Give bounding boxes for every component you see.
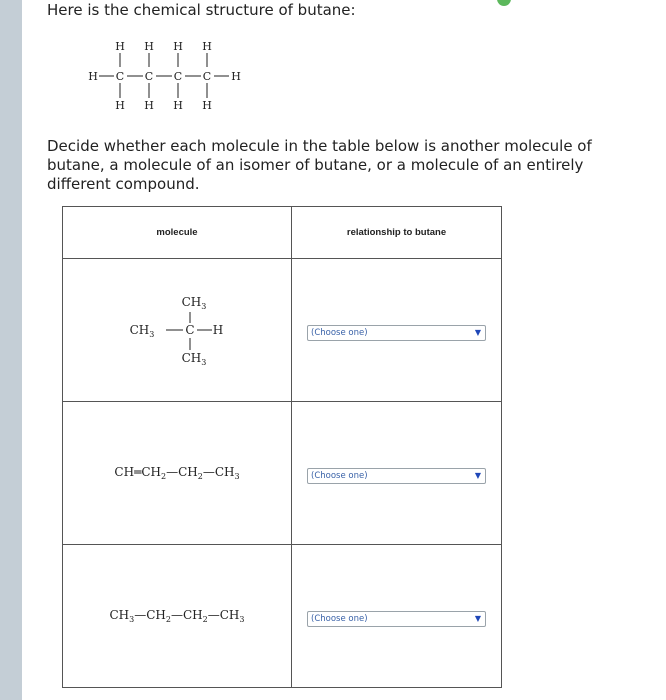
mol-subscript: 2: [160, 472, 167, 481]
relationship-select[interactable]: [307, 468, 486, 484]
header-relationship: relationship to butane: [292, 207, 502, 259]
molecule-cell: [63, 545, 292, 688]
butane-structure: [80, 36, 260, 112]
mol-subscript: 2: [197, 472, 203, 481]
mol-text: CH: [181, 351, 202, 365]
mol-subscript: 2: [202, 615, 208, 624]
question-text: Decide whether each molecule in the table below is another molecule of butane, a molecule of an isomer of butane, or a molecule of an entirely different compound.: [47, 137, 592, 193]
mol-subscript: 3: [239, 615, 245, 624]
mol-subscript: 3: [149, 330, 155, 339]
mol-text: CH: [219, 608, 240, 622]
mol-text: CH: [109, 608, 130, 622]
mol-subscript: 3: [234, 472, 240, 481]
status-dot: [497, 0, 511, 6]
relationship-cell: [292, 402, 502, 545]
svg-text:CH3: [182, 351, 207, 367]
table-row: [63, 259, 502, 402]
triangle-down-icon: ▼: [474, 470, 481, 480]
mol-text: CH: [141, 465, 161, 479]
mol-text: H: [212, 323, 224, 337]
mol-subscript: 3: [201, 358, 207, 367]
mol-subscript: 3: [201, 302, 207, 311]
mol-text: CH: [178, 465, 198, 479]
relationship-select[interactable]: [307, 325, 486, 341]
mol-text: CH: [129, 323, 150, 337]
butane-carbon: C: [144, 70, 154, 83]
select-value: (Choose one): [311, 327, 368, 338]
butane-bottom-h: H: [202, 99, 212, 112]
relationship-select[interactable]: [307, 611, 486, 627]
mol-text: CH: [214, 465, 235, 479]
butane-carbon: C: [115, 70, 125, 83]
molecule-butene: $CH═CH_2—CH_2—CH_3$: [114, 465, 240, 481]
butane-bottom-h: H: [144, 99, 154, 112]
butane-top-h: H: [173, 40, 183, 53]
butane-right-h: H: [231, 70, 241, 83]
triangle-down-icon: ▼: [474, 613, 481, 623]
svg-text:CH3: [182, 295, 207, 311]
molecule-cell: [63, 402, 292, 545]
table-header-row: [63, 207, 502, 259]
mol-text: CH: [181, 295, 202, 309]
mol-text: CH: [183, 608, 203, 622]
select-value: (Choose one): [311, 613, 368, 624]
butane-bottom-h: H: [115, 99, 125, 112]
relationship-cell: [292, 259, 502, 402]
triangle-down-icon: ▼: [474, 327, 481, 337]
intro-text: Here is the chemical structure of butane:: [47, 1, 356, 19]
butane-bottom-h: H: [173, 99, 183, 112]
butane-top-h: H: [115, 40, 125, 53]
select-value: (Choose one): [311, 470, 368, 481]
svg-text:CH3: [130, 323, 155, 339]
butane-carbon: C: [202, 70, 212, 83]
mol-text: CH: [114, 465, 135, 479]
mol-subscript: 3: [129, 615, 135, 624]
butane-top-h: H: [202, 40, 212, 53]
butane-carbon: C: [173, 70, 183, 83]
butane-left-h: H: [88, 70, 98, 83]
relationship-cell: [292, 545, 502, 688]
left-sidebar: [0, 0, 22, 700]
header-molecule: molecule: [63, 207, 292, 259]
molecule-table: [62, 206, 502, 688]
mol-subscript: 2: [165, 615, 171, 624]
mol-text: C: [185, 323, 195, 337]
mol-text: CH: [146, 608, 166, 622]
table-row: [63, 545, 502, 688]
butane-top-h: H: [144, 40, 154, 53]
molecule-isobutane: [122, 290, 232, 370]
molecule-butane: $CH_3—CH_2—CH_2—CH_3$: [109, 608, 245, 624]
table-row: [63, 402, 502, 545]
molecule-cell: [63, 259, 292, 402]
